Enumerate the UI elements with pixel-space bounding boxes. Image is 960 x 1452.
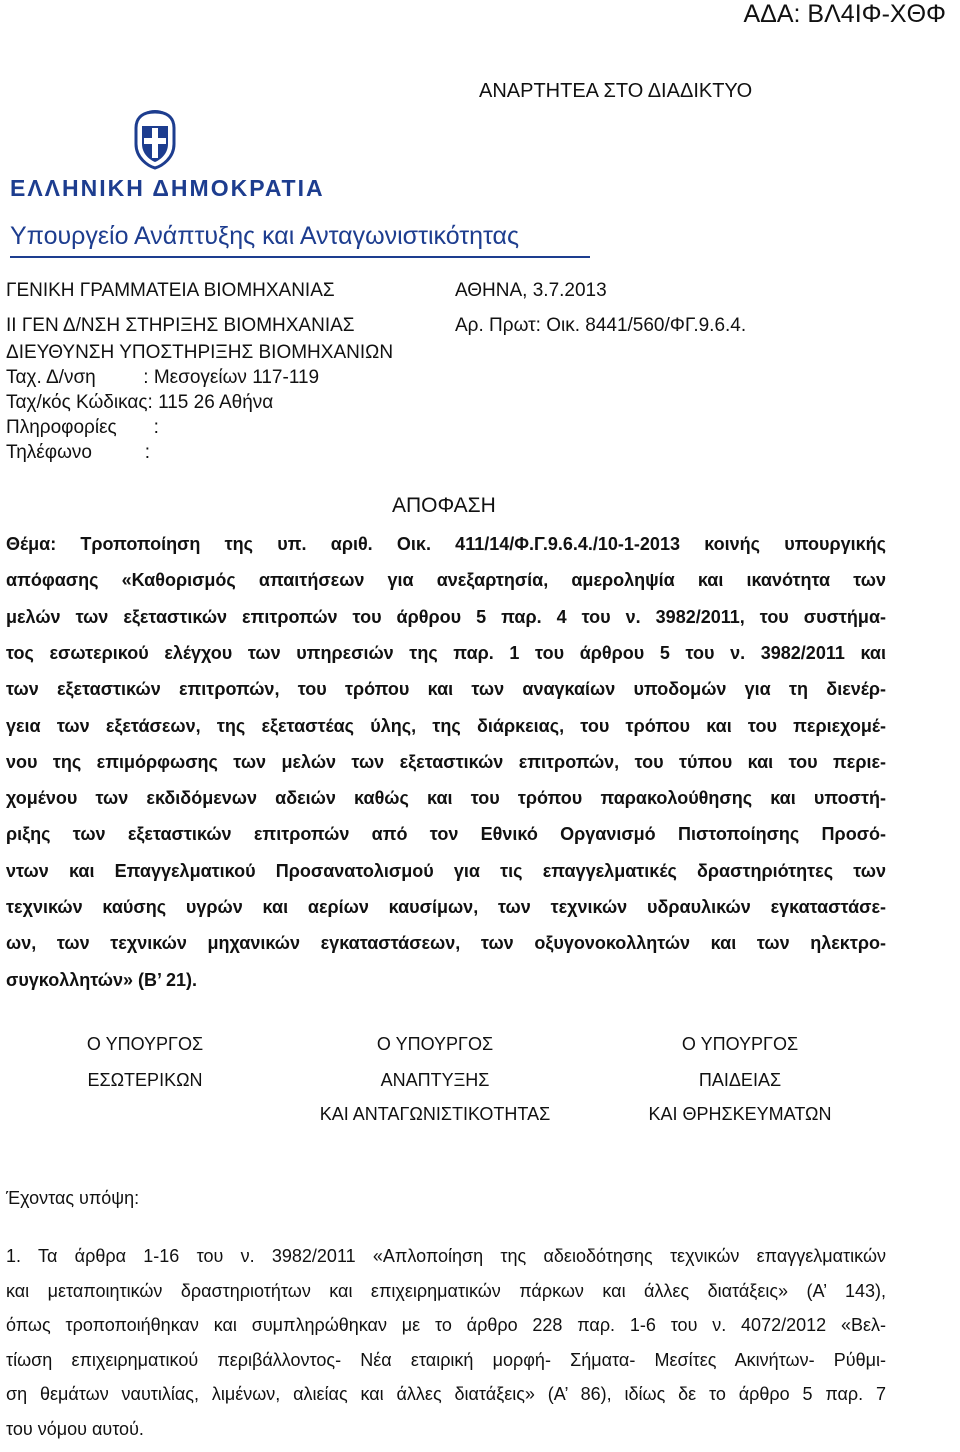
signatory-ministry: ΠΑΙΔΕΙΑΣ <box>698 1070 782 1090</box>
having-regard-heading: Έχοντας υπόψη: <box>6 1188 140 1208</box>
subject-line: ριξης των εξεταστικών επιτροπών από τον Εθνικό Οργανισμό Πιστοποίησης Προσό- <box>6 824 886 844</box>
subject-line: των εξεταστικών επιτροπών, του τρόπου και των αναγκαίων υποδομών για τη διενέρ- <box>6 679 886 699</box>
ministry-logo-text: Υπουργείο Ανάπτυξης και Ανταγωνιστικότητας <box>10 222 520 250</box>
signatory-ministry: ΚΑΙ ΘΡΗΣΚΕΥΜΑΤΩΝ <box>648 1104 832 1124</box>
header-line: ΙΙ ΓΕΝ Δ/ΝΣΗ ΣΤΗΡΙΞΗΣ ΒΙΟΜΗΧΑΝΙΑΣ <box>6 315 355 336</box>
document-date: ΑΘΗΝΑ, 3.7.2013 <box>455 280 607 301</box>
item-1-line: τίωση επιχειρηματικού περιβάλλοντος- Νέα εταιρική μορφή- Σήματα- Μεσίτες Ακινήτων- Ρύθμι- <box>6 1350 886 1370</box>
signatory-title: Ο ΥΠΟΥΡΓΟΣ <box>681 1034 799 1054</box>
subject-line: μελών των εξεταστικών επιτροπών του άρθρου 5 παρ. 4 του ν. 3982/2011, του συστήμα- <box>6 607 886 627</box>
header-line: Τηλέφωνο : <box>6 442 151 463</box>
subject-line: χομένου των εκδιδόμενων αδειών καθώς και του τρόπου παρακολούθησης και υποστή- <box>6 788 886 808</box>
header-line: Ταχ/κός Κώδικας: 115 26 Αθήνα <box>6 392 274 413</box>
signatory-ministry: ΚΑΙ ΑΝΤΑΓΩΝΙΣΤΙΚΟΤΗΤΑΣ <box>319 1104 551 1124</box>
item-1-line: όπως τροποποιήθηκαν και συμπληρώθηκαν με το άρθρο 228 παρ. 1-6 του ν. 4072/2012 «Βελ- <box>6 1315 886 1335</box>
item-1-line: του νόμου αυτού. <box>6 1419 144 1439</box>
subject-line: τος εσωτερικού ελέγχου των υπηρεσιών της παρ. 1 του άρθρου 5 του ν. 3982/2011 και <box>6 643 886 663</box>
subject-line: νου της επιμόρφωσης των μελών των εξεταστικών επιτροπών, του τύπου και του περιε- <box>6 752 886 772</box>
greek-emblem-icon <box>130 110 180 170</box>
header-line: ΓΕΝΙΚΗ ΓΡΑΜΜΑΤΕΙΑ ΒΙΟΜΗΧΑΝΙΑΣ <box>6 280 335 301</box>
logo-divider <box>10 256 590 258</box>
item-1-line: ση θεμάτων ναυτιλίας, λιμένων, αλιείας και άλλες διατάξεις» (Α’ 86), ιδίως δε το άρθρο 5 παρ. 7 <box>6 1384 886 1404</box>
header-line: ΔΙΕΥΘΥΝΣΗ ΥΠΟΣΤΗΡΙΞΗΣ ΒΙΟΜΗΧΑΝΙΩΝ <box>6 342 394 363</box>
subject-line: τεχνικών καύσης υγρών και αερίων καυσίμων, των τεχνικών υδραυλικών εγκαταστάσε- <box>6 897 886 917</box>
subject-line: Θέμα: Τροποποίηση της υπ. αριθ. Οικ. 411/14/Φ.Γ.9.6.4./10-1-2013 κοινής υπουργικής <box>6 534 886 554</box>
item-1-line: 1. Τα άρθρα 1-16 του ν. 3982/2011 «Απλοποίηση της αδειοδότησης τεχνικών επαγγελματικών <box>6 1246 886 1266</box>
signatory-ministry: ΑΝΑΠΤΥΞΗΣ <box>380 1070 490 1090</box>
subject-line: συγκολλητών» (Β’ 21). <box>6 970 198 990</box>
posting-note: ΑΝΑΡΤΗΤΕΑ ΣΤΟ ΔΙΑΔΙΚΤΥΟ <box>479 80 753 102</box>
subject-line: απόφασης «Καθορισμός απαιτήσεων για ανεξαρτησία, αμεροληψία και ικανότητα των <box>6 570 886 590</box>
subject-line: ντων και Επαγγελματικού Προσανατολισμού για τις επαγγελματικές δραστηριότητες των <box>6 861 886 881</box>
signatory-title: Ο ΥΠΟΥΡΓΟΣ <box>376 1034 494 1054</box>
subject-line: γεια των εξετάσεων, της εξεταστέας ύλης, της διάρκειας, του τρόπου και του περιεχομέ- <box>6 716 886 736</box>
protocol-number: Αρ. Πρωτ: Οικ. 8441/560/ΦΓ.9.6.4. <box>455 315 747 336</box>
decision-title: ΑΠΟΦΑΣΗ <box>392 494 496 517</box>
signatory-title: Ο ΥΠΟΥΡΓΟΣ <box>86 1034 204 1054</box>
item-1-line: και μεταποιητικών δραστηριοτήτων και επιχειρηματικών πάρκων και άλλες διατάξεις» (Α’ 143), <box>6 1281 886 1301</box>
ada-code: ΑΔΑ: ΒΛ4ΙΦ-ΧΘΦ <box>743 0 946 28</box>
header-line: Ταχ. Δ/νση : Μεσογείων 117-119 <box>6 367 320 388</box>
subject-line: ων, των τεχνικών μηχανικών εγκαταστάσεων, των οξυγονοκολλητών και των ηλεκτρο- <box>6 933 886 953</box>
signatory-ministry: ΕΣΩΤΕΡΙΚΩΝ <box>87 1070 203 1090</box>
republic-logo-text: ΕΛΛΗΝΙΚΗ ΔΗΜΟΚΡΑΤΙΑ <box>10 175 325 201</box>
header-line: Πληροφορίες : <box>6 417 159 438</box>
